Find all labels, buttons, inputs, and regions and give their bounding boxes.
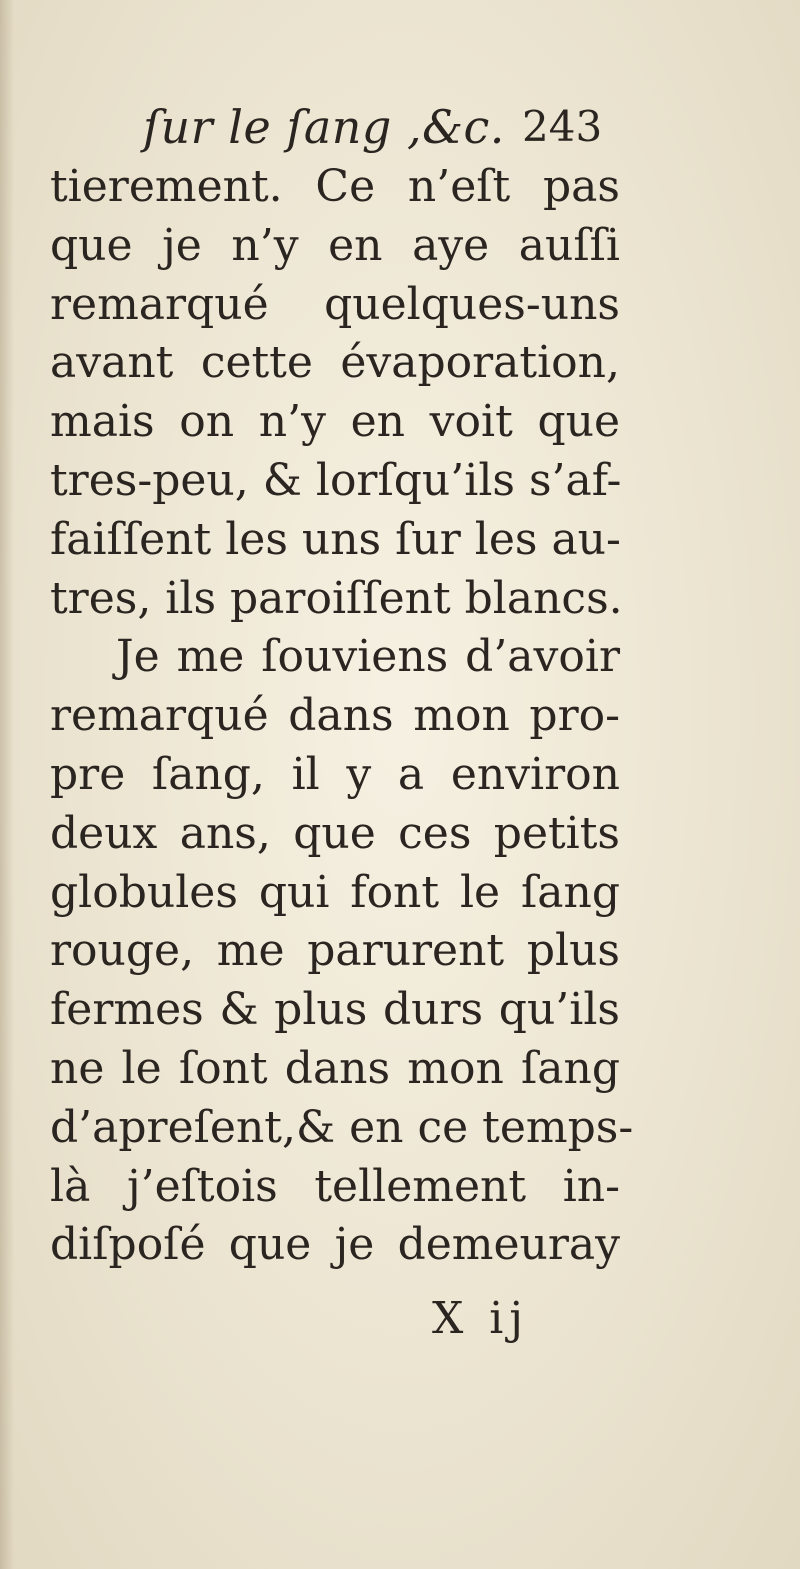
text-line: pre ſang, il y a environ (50, 748, 620, 800)
running-head: ſur le ſang ,&c. (143, 100, 505, 154)
text-line: tres-peu, & lorſqu’ils s’af- (50, 454, 622, 506)
text-line: diſpoſé que je demeuray (50, 1219, 620, 1271)
text-line: d’apreſent,& en ce temps- (50, 1101, 634, 1153)
text-line: remarqué quelques-uns (50, 278, 620, 330)
text-line: là j’eſtois tellement in- (50, 1160, 620, 1212)
text-line: fermes & plus durs qu’ils (50, 984, 620, 1036)
paragraph-first-line: Je me ſouviens d’avoir (116, 631, 620, 683)
text-line: tierement. Ce n’eſt pas (50, 161, 620, 212)
text-line: ne le ſont dans mon ſang (50, 1042, 620, 1094)
page-edge-shadow (0, 0, 14, 1569)
text-line: globules qui font le ſang (50, 866, 620, 918)
text-line: que je n’y en aye auſſi (50, 219, 620, 271)
text-line: remarqué dans mon pro- (50, 690, 620, 742)
text-line: rouge, me parurent plus (50, 925, 620, 977)
text-line: mais on n’y en voit que (50, 396, 620, 448)
body-text (50, 158, 634, 1275)
page-header (0, 92, 800, 162)
text-line: deux ans, que ces petits (50, 807, 620, 859)
page-number: 243 (522, 102, 603, 151)
text-line: avant cette évaporation, (50, 337, 620, 389)
text-line: tres, ils paroiſſent blancs. (50, 572, 623, 624)
signature-mark: X ij (432, 1293, 530, 1344)
text-line: faiſſent les uns ſur les au- (50, 513, 621, 565)
